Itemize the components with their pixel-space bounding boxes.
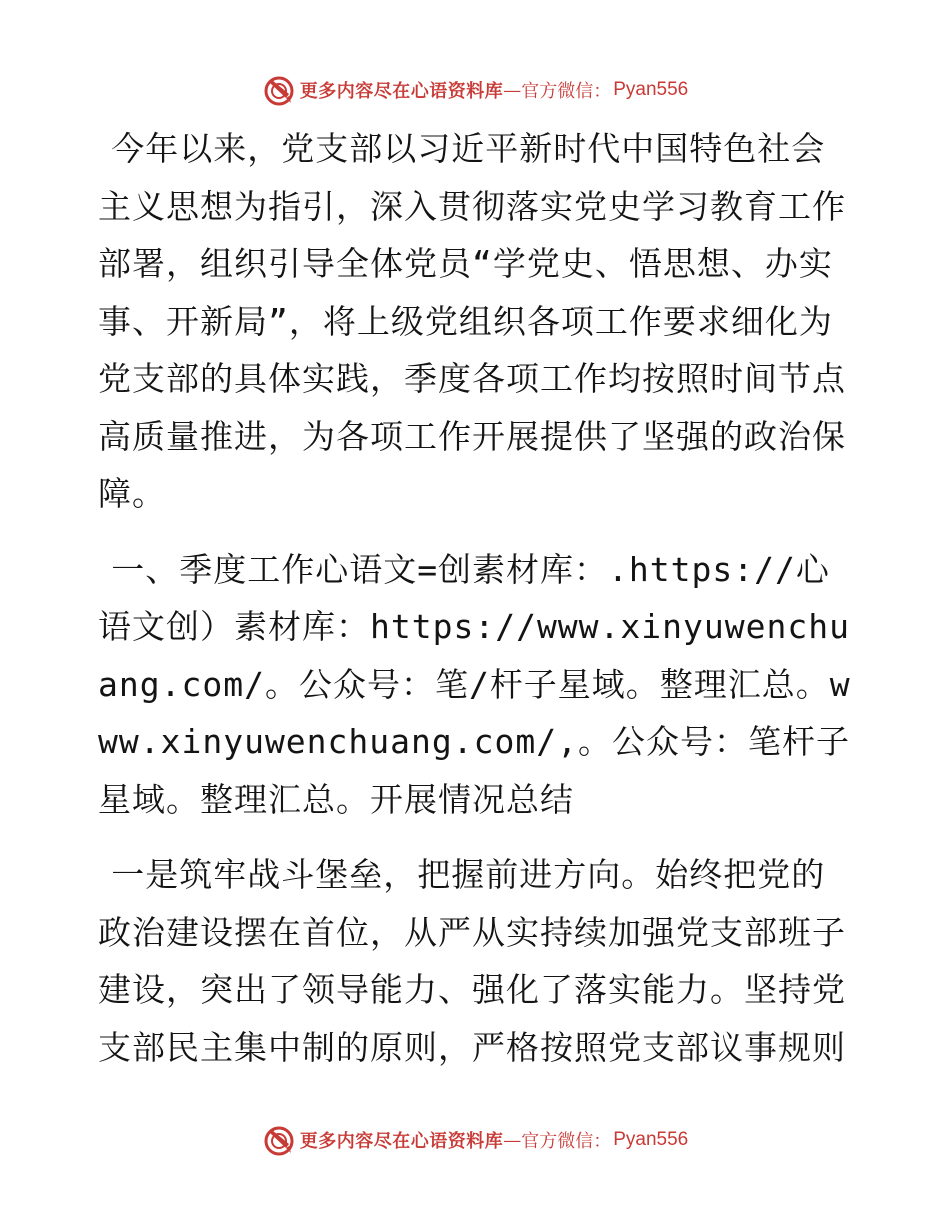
header-ad-contact-label: 官方微信： — [521, 81, 612, 102]
intro-paragraph: 今年以来，党支部以习近平新时代中国特色社会主义思想为指引，深入贯彻落实党史学习教育工作部署，组织引导全体党员“学党史、悟思想、办实事、开新局”，将上级党组织各项工作要求细化为党支部的具体实践，季度各项工作均按照时间节点高质量推进，为各项工作开展提供了坚强的政治保障。 — [98, 129, 846, 513]
footer-ad-separator: — — [503, 1129, 522, 1151]
footer-ad-contact-label: 官方微信： — [521, 1131, 612, 1152]
section-heading-paragraph: 一、季度工作心语文=创素材库：.https://心语文创）素材库：https://www.xinyuwenchuang.com/。公众号：笔/杆子星域。整理汇总。www.xinyuwenchuang.com/,。公众号：笔杆子星域。整理汇总。开展情况总结 — [98, 549, 851, 819]
pen-logo-icon — [262, 1122, 298, 1158]
footer-watermark-banner — [0, 1120, 950, 1160]
document-body — [98, 120, 854, 1094]
header-ad-text: 更多内容尽在心语资料库 — [299, 81, 504, 102]
point-one-paragraph: 一是筑牢战斗堡垒，把握前进方向。始终把党的政治建设摆在首位，从严从实持续加强党支部班子建设，突出了领导能力、强化了落实能力。坚持党支部民主集中制的原则，严格按照党支部议事规则 — [98, 855, 846, 1067]
header-watermark-banner — [0, 70, 950, 110]
footer-ad-text: 更多内容尽在心语资料库 — [299, 1131, 504, 1152]
footer-ad-handle: Pyan556 — [613, 1129, 689, 1150]
header-ad-handle: Pyan556 — [613, 79, 689, 100]
header-ad-separator: — — [503, 79, 522, 101]
pen-logo-icon — [262, 72, 298, 108]
